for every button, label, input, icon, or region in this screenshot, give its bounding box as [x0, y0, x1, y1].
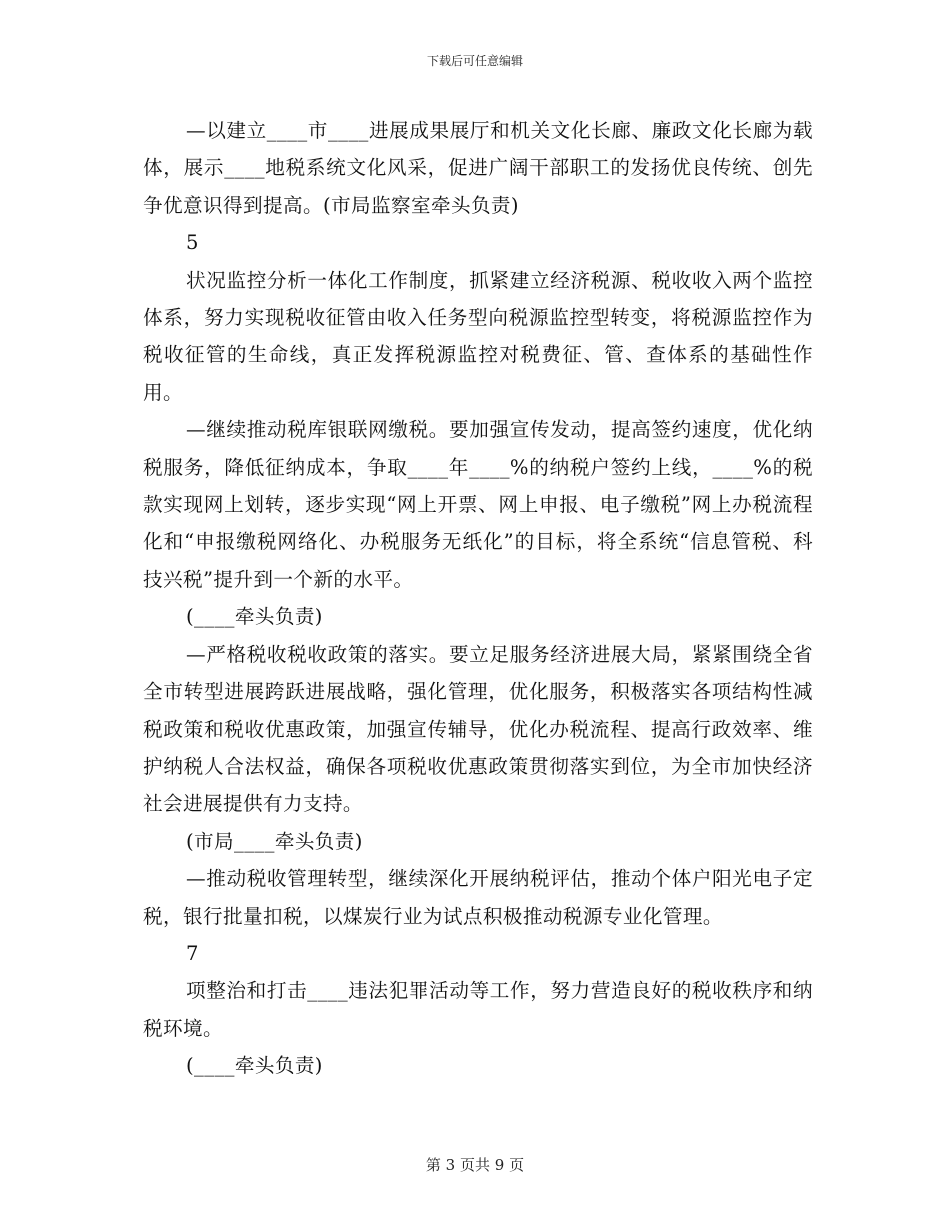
paragraph-4: —严格税收税收政策的落实。要立足服务经济进展大局，紧紧围绕全省全市转型进展跨跃进展战略，强化管理，优化服务，积极落实各项结构性减税政策和税收优惠政策，加强宣传辅导，优化办税流程、提高行政效率、维护纳税人合法权益，确保各项税收优惠政策贯彻落实到位，为全市加快经济社会进展提供有力支持。 — [143, 642, 813, 816]
responsibility-note-2: (市局____牵头负责) — [186, 829, 363, 853]
section-number-5: 5 — [186, 231, 199, 255]
paragraph-5: —推动税收管理转型，继续深化开展纳税评估，推动个体户阳光电子定税，银行批量扣税，以煤炭行业为试点积极推动税源专业化管理。 — [143, 867, 813, 928]
page-footer: 第 3 页共 9 页 — [425, 1156, 525, 1174]
paragraph-6: 项整治和打击____违法犯罪活动等工作，努力营造良好的税收秩序和纳税环境。 — [143, 979, 813, 1040]
paragraph-3: —继续推动税库银联网缴税。要加强宣传发动，提高签约速度，优化纳税服务，降低征纳成本，争取____年____%的纳税户签约上线，____%的税款实现网上划转，逐步实现“网上开票、网上申报、电子缴税”网上办税流程化和“申报缴税网络化、办税服务无纸化”的目标，将全系统“信息管税、科技兴税”提升到一个新的水平。 — [143, 418, 813, 591]
paragraph-2: 状况监控分析一体化工作制度，抓紧建立经济税源、税收收入两个监控体系，努力实现税收征管由收入任务型向税源监控型转变，将税源监控作为税收征管的生命线，真正发挥税源监控对税费征、管、查体系的基础性作用。 — [143, 268, 813, 404]
section-number-7: 7 — [186, 941, 199, 965]
page-header: 下载后可任意编辑 — [426, 54, 523, 68]
responsibility-note-3: (____牵头负责) — [186, 1054, 323, 1078]
document-body — [143, 112, 813, 1085]
paragraph-1: —以建立____市____进展成果展厅和机关文化长廊、廉政文化长廊为载体，展示____地税系统文化风采，促进广阔干部职工的发扬优良传统、创先争优意识得到提高。(市局监察室牵头负责) — [143, 119, 813, 217]
responsibility-note-1: (____牵头负责) — [186, 605, 323, 629]
